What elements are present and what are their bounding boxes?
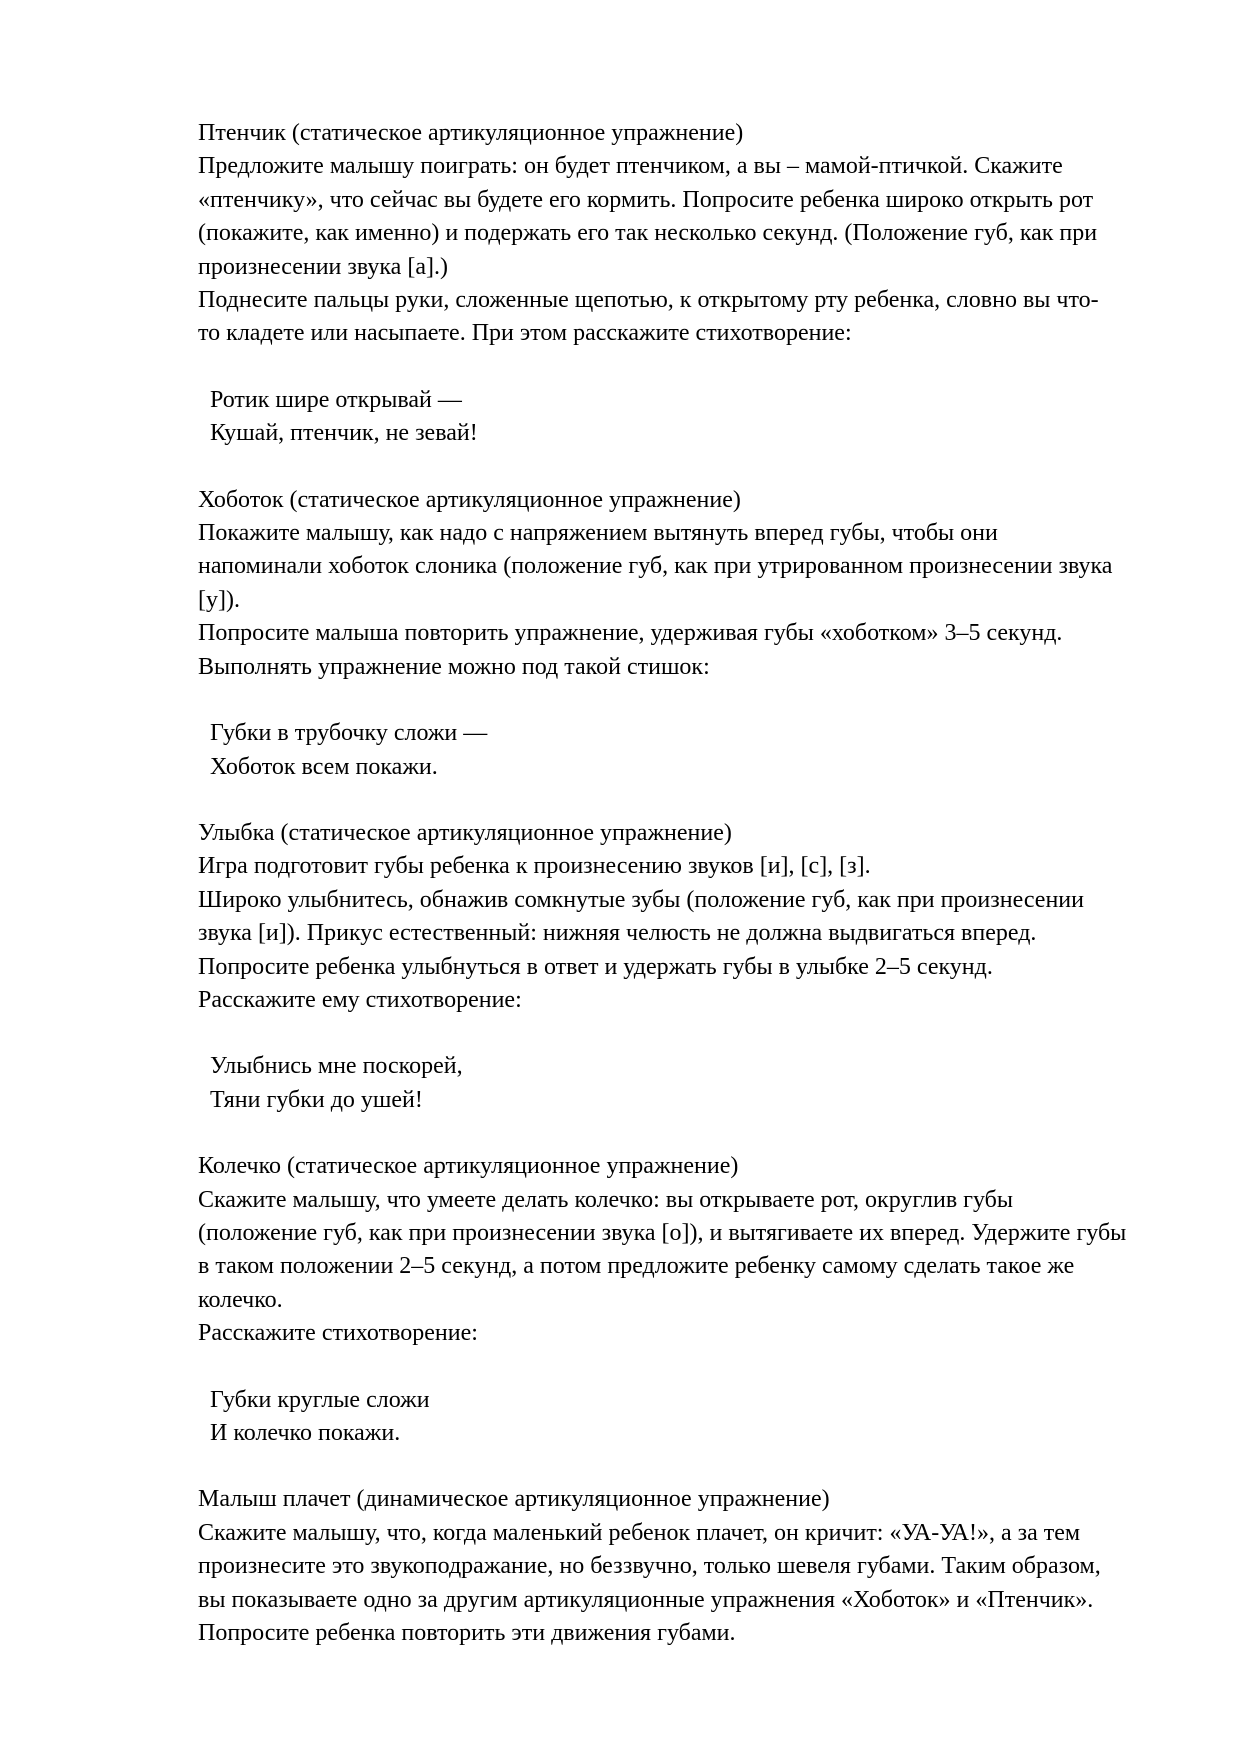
paragraph-line: колечко. [198,1286,283,1313]
paragraph [178,517,1160,617]
paragraph-line: Скажите малышу, что, когда маленький ребенок плачет, он кричит: «УА-УА!», а за тем [198,1519,1081,1546]
paragraph-line: Выполнять упражнение можно под такой стишок: [198,653,710,680]
paragraph-line: Скажите малышу, что умеете делать колечко: вы открываете рот, округлив губы [198,1186,1014,1213]
paragraph-line: Расскажите ему стихотворение: [198,986,522,1013]
poem-line: Ротик шире открывай — [210,386,462,413]
paragraph-line: звука [и]). Прикус естественный: нижняя челюсть не должна выдвигаться вперед. [198,920,1037,947]
poem-line: Улыбнись мне поскорей, [210,1053,463,1080]
exercise-title: Улыбка (статическое артикуляционное упражнение) [198,819,732,846]
paragraph-line: произнесении звука [а].) [198,253,448,280]
paragraph-line: напоминали хоботок слоника (положение губ, как при утрированном произнесении звука [198,553,1113,580]
exercise-title: Малыш плачет (динамическое артикуляционное упражнение) [198,1486,830,1513]
poem [210,384,1160,451]
paragraph [178,1184,1160,1318]
paragraph [178,617,1160,650]
poem [210,1050,1160,1117]
paragraph-line: [у]). [198,586,240,613]
poem-line: И колечко покажи. [210,1420,401,1446]
paragraph-line: в таком положении 2–5 секунд, а потом предложите ребенку самому сделать такое же [198,1253,1075,1280]
exercise-title: Колечко (статическое артикуляционное упражнение) [198,1153,739,1180]
poem-line: Губки круглые сложи [210,1386,430,1413]
paragraph-line: Попросите ребенка улыбнуться в ответ и удержать губы в улыбке 2–5 секунд. [198,953,993,980]
poem-line: Хоботок всем покажи. [210,753,438,780]
paragraph [178,951,1160,1018]
paragraph-line: Предложите малышу поиграть: он будет птенчиком, а вы – мамой-птичкой. Скажите [198,153,1063,180]
paragraph-line: Расскажите стихотворение: [198,1320,478,1347]
exercise-section [178,484,1160,784]
exercise-section [178,1150,1160,1450]
exercise-section [178,817,1160,1117]
poem [210,1384,1160,1451]
exercise-title: Птенчик (статическое артикуляционное упражнение) [198,120,744,146]
exercise-section [178,117,1160,451]
poem-line: Тяни губки до ушей! [210,1086,423,1113]
paragraph-line: (положение губ, как при произнесении звука [о]), и вытягиваете их вперед. Удержите губы [198,1219,1127,1246]
paragraph-line: Широко улыбнитесь, обнажив сомкнутые зубы (положение губ, как при произнесении [198,886,1084,913]
paragraph-line: Поднесите пальцы руки, сложенные щепотью, к открытому рту ребенка, словно вы что- [198,287,1099,314]
paragraph [178,850,1160,883]
paragraph [178,884,1160,951]
paragraph-line: произнесите это звукоподражание, но беззвучно, только шевеля губами. Таким образом, [198,1553,1101,1580]
paragraph-line: Попросите ребенка повторить эти движения губами. [198,1620,736,1647]
poem [210,717,1160,784]
paragraph-line: Игра подготовит губы ребенка к произнесению звуков [и], [с], [з]. [198,853,871,880]
paragraph [178,651,1160,684]
poem-line: Кушай, птенчик, не зевай! [210,420,478,447]
exercise-section [178,1483,1160,1650]
paragraph [178,150,1160,284]
paragraph-line: то кладете или насыпаете. При этом расскажите стихотворение: [198,320,852,347]
exercise-title: Хоботок (статическое артикуляционное упражнение) [198,486,741,513]
paragraph [178,1617,1160,1650]
paragraph [178,1517,1160,1617]
paragraph-line: Попросите малыша повторить упражнение, удерживая губы «хоботком» 3–5 секунд. [198,620,1063,647]
paragraph-line: вы показываете одно за другим артикуляционные упражнения «Хоботок» и «Птенчик». [198,1586,1094,1613]
paragraph-line: «птенчику», что сейчас вы будете его кормить. Попросите ребенка широко открыть рот [198,186,1094,213]
document-body [178,117,1160,1650]
paragraph [178,284,1160,351]
paragraph [178,1317,1160,1350]
poem-line: Губки в трубочку сложи — [210,720,488,747]
paragraph-line: Покажите малышу, как надо с напряжением вытянуть вперед губы, чтобы они [198,520,998,547]
paragraph-line: (покажите, как именно) и подержать его так несколько секунд. (Положение губ, как при [198,220,1098,247]
